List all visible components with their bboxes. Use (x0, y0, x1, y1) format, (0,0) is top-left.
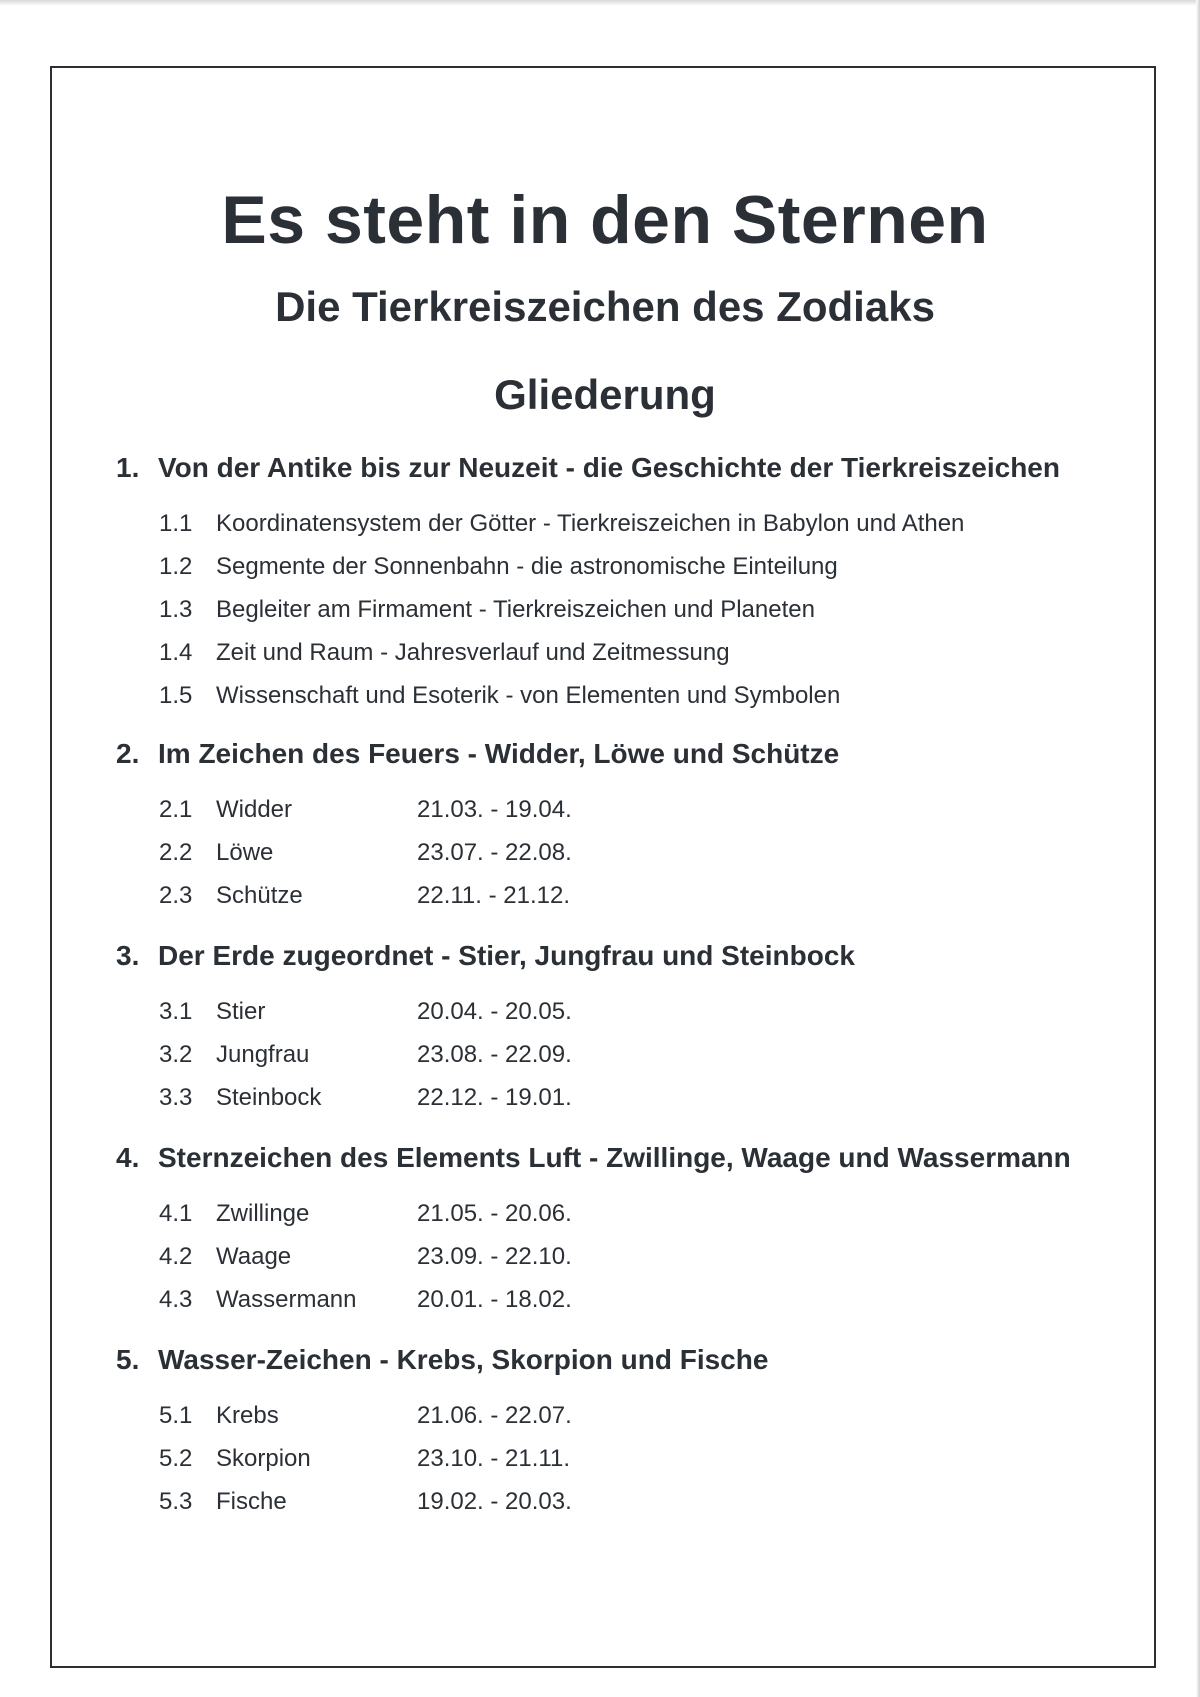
section-number: 4. (116, 1142, 140, 1173)
subsection-title: Begleiter am Firmament - Tierkreiszeichen und Planeten (216, 596, 815, 623)
zodiac-dates: 22.11. - 21.12. (417, 882, 570, 909)
zodiac-name: Steinbock (216, 1084, 322, 1111)
subsection-number: 1.2 (159, 553, 193, 580)
zodiac-name: Wassermann (216, 1286, 357, 1313)
section-heading (116, 1342, 1146, 1378)
zodiac-name: Fische (216, 1488, 287, 1515)
section-heading (116, 1140, 1146, 1176)
zodiac-item (159, 1235, 1146, 1278)
section-2 (116, 736, 1146, 917)
section-heading (116, 938, 1146, 974)
zodiac-dates: 19.02. - 20.03. (417, 1488, 572, 1515)
subsection-number: 5.2 (159, 1445, 193, 1472)
section-heading (116, 736, 1146, 772)
scan-edge-top (0, 0, 1200, 6)
zodiac-name: Waage (216, 1243, 292, 1270)
subsection-number: 4.1 (159, 1200, 193, 1227)
zodiac-dates: 22.12. - 19.01. (417, 1084, 572, 1111)
section-number: 3. (116, 940, 140, 971)
zodiac-dates: 21.03. - 19.04. (417, 796, 572, 823)
subsection-number: 3.2 (159, 1041, 193, 1068)
section-1 (116, 450, 1146, 717)
section-number: 2. (116, 738, 140, 769)
subsection-item (159, 674, 1146, 717)
subsection-item (159, 502, 1146, 545)
subsection-number: 1.1 (159, 510, 193, 537)
subsection-number: 5.1 (159, 1402, 193, 1429)
zodiac-item (159, 1394, 1146, 1437)
subsection-item (159, 631, 1146, 674)
zodiac-dates: 21.05. - 20.06. (417, 1200, 572, 1227)
zodiac-name: Schütze (216, 882, 303, 909)
zodiac-list (116, 1192, 1146, 1321)
section-number: 1. (116, 452, 140, 483)
zodiac-item (159, 1033, 1146, 1076)
subsection-number: 1.3 (159, 596, 193, 623)
zodiac-item (159, 874, 1146, 917)
document-title: Es steht in den Sternen (221, 182, 989, 258)
subsection-list (116, 502, 1146, 717)
zodiac-item (159, 1480, 1146, 1523)
subsection-number: 4.2 (159, 1243, 193, 1270)
subsection-number: 1.4 (159, 639, 193, 666)
zodiac-dates: 21.06. - 22.07. (417, 1402, 572, 1429)
zodiac-name: Stier (216, 998, 266, 1025)
page-frame (50, 66, 1156, 1668)
section-5 (116, 1342, 1146, 1523)
scan-edge-right (1196, 0, 1200, 1697)
outline-heading: Gliederung (494, 371, 716, 418)
zodiac-name: Widder (216, 796, 293, 823)
section-heading (116, 450, 1146, 486)
document-subtitle: Die Tierkreiszeichen des Zodiaks (275, 283, 935, 330)
zodiac-name: Zwillinge (216, 1200, 310, 1227)
section-title: Der Erde zugeordnet - Stier, Jungfrau und Steinbock (158, 940, 855, 971)
subsection-item (159, 588, 1146, 631)
zodiac-dates: 20.04. - 20.05. (417, 998, 572, 1025)
subsection-number: 3.1 (159, 998, 193, 1025)
zodiac-name: Löwe (216, 839, 274, 866)
section-3 (116, 938, 1146, 1119)
zodiac-item (159, 788, 1146, 831)
zodiac-list (116, 1394, 1146, 1523)
zodiac-dates: 23.08. - 22.09. (417, 1041, 572, 1068)
zodiac-dates: 23.10. - 21.11. (417, 1445, 570, 1472)
zodiac-item (159, 831, 1146, 874)
section-number: 5. (116, 1344, 140, 1375)
zodiac-name: Krebs (216, 1402, 279, 1429)
subsection-number: 2.3 (159, 882, 193, 909)
zodiac-item (159, 1437, 1146, 1480)
subsection-title: Zeit und Raum - Jahresverlauf und Zeitmessung (216, 639, 730, 666)
subsection-number: 4.3 (159, 1286, 193, 1313)
subsection-number: 1.5 (159, 682, 193, 709)
subsection-number: 3.3 (159, 1084, 193, 1111)
subsection-number: 2.1 (159, 796, 193, 823)
subsection-number: 5.3 (159, 1488, 193, 1515)
section-4 (116, 1140, 1146, 1321)
section-title: Sternzeichen des Elements Luft - Zwillinge, Waage und Wassermann (158, 1142, 1071, 1173)
section-title: Von der Antike bis zur Neuzeit - die Geschichte der Tierkreiszeichen (158, 452, 1060, 483)
zodiac-dates: 23.07. - 22.08. (417, 839, 572, 866)
zodiac-name: Skorpion (216, 1445, 311, 1472)
zodiac-dates: 23.09. - 22.10. (417, 1243, 572, 1270)
zodiac-name: Jungfrau (216, 1041, 310, 1068)
subsection-title: Segmente der Sonnenbahn - die astronomische Einteilung (216, 553, 838, 580)
zodiac-item (159, 990, 1146, 1033)
zodiac-list (116, 990, 1146, 1119)
zodiac-item (159, 1278, 1146, 1321)
section-title: Im Zeichen des Feuers - Widder, Löwe und Schütze (158, 738, 840, 769)
zodiac-item (159, 1076, 1146, 1119)
zodiac-dates: 20.01. - 18.02. (417, 1286, 572, 1313)
zodiac-list (116, 788, 1146, 917)
subsection-title: Koordinatensystem der Götter - Tierkreiszeichen in Babylon und Athen (216, 510, 965, 537)
subsection-number: 2.2 (159, 839, 193, 866)
zodiac-item (159, 1192, 1146, 1235)
section-title: Wasser-Zeichen - Krebs, Skorpion und Fische (158, 1344, 769, 1375)
subsection-item (159, 545, 1146, 588)
subsection-title: Wissenschaft und Esoterik - von Elementen und Symbolen (216, 682, 841, 709)
